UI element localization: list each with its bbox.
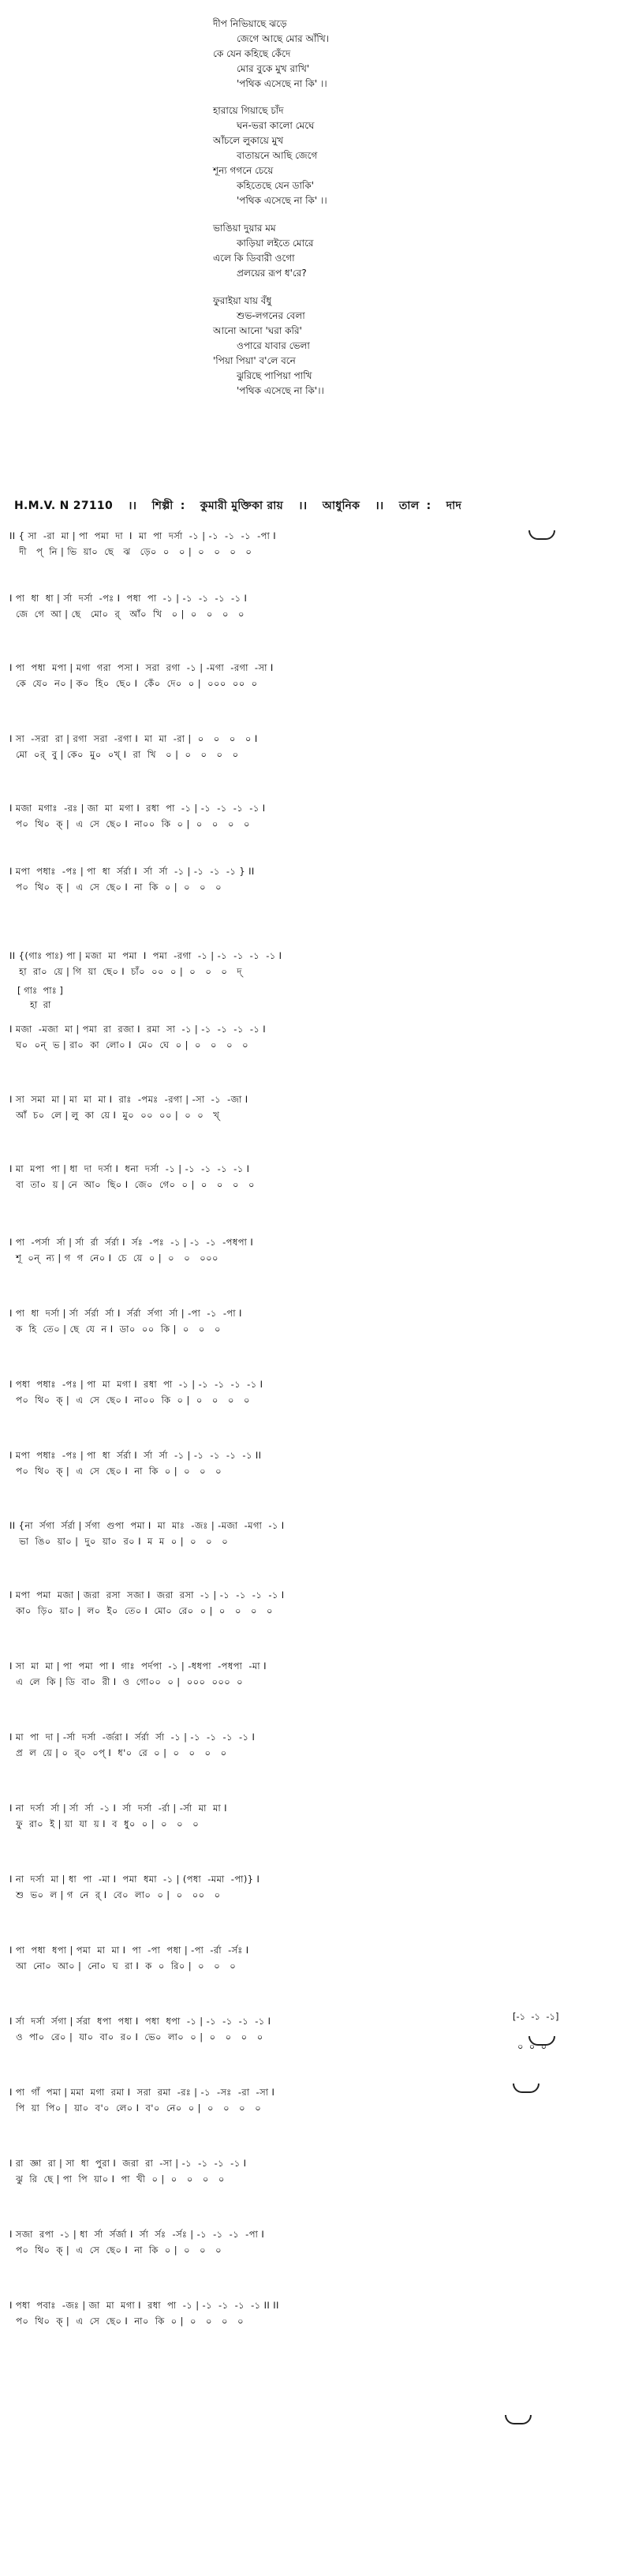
swara-line: I মপা পধাঃ -পঃ | পা ধা র্সর্রা I র্সা র্সা -১ | -১ -১ -১ -১ II bbox=[9, 1450, 262, 1461]
notation-row bbox=[9, 863, 622, 894]
notation-row bbox=[9, 2155, 622, 2186]
swara-line: II {না র্সগা র্সর্রা | র্সগা গুপা পমা I মা মাঃ -জঃ | -মজা -মগা -১ I bbox=[9, 1520, 285, 1531]
bol-line: কা০ ড়ি০ য়া০ | ল০ ই০ তে০ I মো০ রে০ ০ | ০ ০ ০ ০ bbox=[9, 1605, 273, 1616]
record-number: H.M.V. N 27110 bbox=[14, 500, 114, 512]
taal-name: দাদ bbox=[446, 500, 462, 512]
notation-row bbox=[9, 590, 622, 621]
lyric-line: ঘন-ভরা কালো মেঘে bbox=[237, 120, 315, 131]
lyric-line: আঁচলে লুকায়ে মুখ bbox=[213, 135, 284, 146]
notation-row bbox=[9, 1799, 622, 1831]
bol-line: ঝু রি ছে | পা পি য়া০ I পা খী ০ | ০ ০ ০ ০ bbox=[9, 2174, 225, 2185]
bol-line: শূ ০ন্ ন্য | গ গ নে০ I চে য়ে ০ | ০ ০ ০০০ bbox=[9, 1252, 218, 1264]
slur-mark bbox=[528, 2036, 555, 2046]
notation-row bbox=[9, 1870, 622, 1902]
swara-line: I সজা রপা -১ | ধা র্সা র্সর্জা I র্সা র্সঃ -র্সঃ | -১ -১ -১ -পা I bbox=[9, 2229, 265, 2240]
notation-row bbox=[9, 2226, 622, 2257]
swara-line: I পা পধা মপা | মগা গরা পসা I সরা রগা -১ | -মগা -রগা -সা I bbox=[9, 662, 274, 673]
swara-line: I মপা পমা মজা | জরা রসা সজা I জরা রসা -১ | -১ -১ -১ -১ I bbox=[9, 1589, 285, 1601]
alternate-ending-swara: [-১ -১ -১] bbox=[513, 2011, 559, 2022]
swara-line: I পা ধা দর্সা | র্সা র্সর্রা র্সা I র্সর্রা র্সগা র্সা | -পা -১ -পা I bbox=[9, 1308, 242, 1319]
lyric-line: মোর বুকে মুখ রাখি' bbox=[237, 63, 310, 74]
lyric-line: কহিতেছে যেন ডাকি' bbox=[237, 180, 315, 191]
bol-line: জে গে আ | ছে মো০ র্ আঁ০ খি ০ | ০ ০ ০ ০ bbox=[9, 608, 245, 620]
swara-line: I র্সা দর্সা র্সগা | র্সরা ধপা পধা I পধা ধপা -১ | -১ -১ -১ -১ I bbox=[9, 2016, 271, 2027]
lead-in-bol: হা রা bbox=[30, 999, 51, 1010]
notation-row bbox=[9, 2297, 622, 2328]
bol-line: ভা ঙি০ য়া০ | দু০ য়া০ র০ I ম ম ০ | ০ ০ ০ bbox=[9, 1536, 229, 1547]
bol-line: মো ০র্ বু | কে০ মু০ ০খ্ I রা খি ০ | ০ ০ ০ ০ bbox=[9, 749, 239, 760]
lyric-line: হারায়ে গিয়াছে চাঁদ bbox=[213, 105, 284, 116]
swara-line: I পা -পর্সা র্সা | র্সা র্রা র্সর্রা I র্সঃ -পঃ -১ | -১ -১ -পধপা I bbox=[9, 1237, 254, 1248]
bol-line: ক হি তে০ | ছে যে ন I ডা০ ০০ কি | ০ ০ ০ bbox=[9, 1324, 221, 1335]
notation-row bbox=[9, 1586, 622, 1618]
swara-line: I মজা মগাঃ -রঃ | জা মা মগা I রধা পা -১ | -১ -১ -১ -১ I bbox=[9, 803, 266, 814]
bol-line: আঁ চ০ লে | লু কা য়ে I মু০ ০০ ০০ | ০ ০ খ্ bbox=[9, 1110, 220, 1121]
swara-line: I পা পধা ধপা | পমা মা মা I পা -পা পধা | -পা -র্রা -র্সঃ I bbox=[9, 1945, 249, 1956]
notation-row bbox=[9, 1160, 622, 1192]
notation-row bbox=[9, 1657, 622, 1689]
notation-row bbox=[9, 730, 622, 762]
lyric-line: ফুরাইয়া যায় বঁধু bbox=[213, 295, 272, 306]
swara-line: I মা মপা পা | ধা দা দর্সা I ধনা দর্সা -১ | -১ -১ -১ -১ I bbox=[9, 1163, 250, 1174]
lead-in-swara: [ গাঃ পাঃ ] bbox=[17, 985, 63, 996]
swara-line: I পধা পধাঃ -পঃ | পা মা মগা I রধা পা -১ | -১ -১ -১ -১ I bbox=[9, 1379, 263, 1390]
bol-line: ও পা০ রে০ | যা০ বা০ র০ I ভে০ লা০ ০ | ০ ০ ০ ০ bbox=[9, 2031, 263, 2042]
lyric-line: কাড়িয়া লইতে মোরে bbox=[237, 238, 314, 249]
lyric-line: 'পথিক এসেছে না কি' ।। bbox=[237, 195, 327, 206]
lyric-line: জেগে আছে মোর আঁখি। bbox=[237, 33, 330, 44]
genre-label: আধুনিক bbox=[322, 500, 360, 512]
swara-line: I না দর্সা মা | ধা পা -মা I পমা ধমা -১ | (পধা -মমা -পা)} I bbox=[9, 1874, 260, 1885]
lyric-line: প্রলয়ের রূপ ধ'রে? bbox=[237, 268, 307, 279]
header-colon: : bbox=[180, 500, 185, 512]
swara-line: I পধা পবাঃ -জঃ | জা মা মগা I রধা পা -১ | -১ -১ -১ -১ II II bbox=[9, 2300, 279, 2311]
bol-line: দী প্ নি | ভি য়া০ ছে ঝ ড়ে০ ০ ০ | ০ ০ ০ ০ bbox=[9, 546, 252, 557]
swara-line: I রা জ্ঞা রা | সা ধা পুরা I জরা রা -সা | -১ -১ -১ -১ I bbox=[9, 2158, 247, 2169]
notation-row bbox=[9, 1234, 622, 1265]
singer-name: কুমারী মুক্তিকা রায় bbox=[200, 500, 284, 512]
notation-row bbox=[9, 1447, 622, 1478]
swara-line: I মজা -মজা মা | পমা রা রজা I রমা সা -১ | -১ -১ -১ -১ I bbox=[9, 1024, 267, 1035]
lyric-line: এলে কি ডিবারী ওগো bbox=[213, 253, 295, 264]
lyric-line: ওপারে যাবার ভেলা bbox=[237, 340, 310, 351]
bol-line: প০ থি০ ক্ | এ সে ছে০ I না০০ কি ০ | ০ ০ ০ ০ bbox=[9, 1395, 250, 1406]
header-separator: ।। bbox=[128, 500, 137, 512]
bol-line: আ নো০ আ০ | নো০ ঘ রা I ক ০ রি০ | ০ ০ ০ bbox=[9, 1960, 237, 1971]
taal-label: তাল bbox=[398, 500, 420, 512]
swara-line: I সা -সরা রা | রগা সরা -রগা I মা মা -রা | ০ ০ ০ ০ I bbox=[9, 733, 258, 744]
bol-line: শু ভ০ ল | গ নে র্ I বে০ লা০ ০ | ০ ০০ ০ bbox=[9, 1889, 221, 1900]
swara-line: I না দর্সা র্সা | র্সা র্সা -১ I র্সা দর্সা -র্রা | -র্সা মা মা I bbox=[9, 1803, 227, 1814]
lyric-line: 'পিয়া পিয়া' ব'লে বনে bbox=[213, 355, 296, 366]
bol-line: ঘ০ ০ন্ ভ | রা০ কা লো০ I মে০ ঘে ০ | ০ ০ ০ ০ bbox=[9, 1039, 249, 1050]
lyric-line: শূন্য গগনে চেয়ে bbox=[213, 165, 274, 176]
notation-row bbox=[9, 947, 622, 979]
swara-line: I সা সমা মা | মা মা মা I রাঃ -পমঃ -রগা | -সা -১ -জা I bbox=[9, 1094, 248, 1105]
slur-mark bbox=[505, 2415, 532, 2424]
notation-row bbox=[9, 659, 622, 691]
lyric-line: কে যেন কহিছে কেঁদে bbox=[213, 48, 291, 59]
bol-line: ফু রা০ ই | য়া যা য় I ব ধু০ ০ | ০ ০ ০ bbox=[9, 1818, 200, 1829]
bol-line: প০ থি০ ক্ | এ সে ছে০ I না০ কি ০ | ০ ০ ০ ০ bbox=[9, 2316, 244, 2327]
swara-line: I মা পা দা | -র্সা দর্সা -র্জরা I র্সর্রা র্সা -১ | -১ -১ -১ -১ I bbox=[9, 1732, 256, 1743]
notation-row bbox=[9, 799, 622, 831]
lyric-line: ভাঙিয়া দুয়ার মম bbox=[213, 223, 276, 234]
swara-line: II {(গাঃ পাঃ) পা | মজা মা পমা I পমা -রগা -১ | -১ -১ -১ -১ I bbox=[9, 950, 282, 961]
bol-line: প০ থি০ ক্ | এ সে ছে০ I না কি ০ | ০ ০ ০ bbox=[9, 882, 222, 893]
swara-line: I সা মা মা | পা পমা পা I গাঃ পর্দপা -১ | -ধধপা -পধপা -মা I bbox=[9, 1661, 267, 1672]
bol-line: হা রা০ য়ে | গি য়া ছে০ I চাঁ০ ০০ ০ | ০ ০ ০ দ্ bbox=[9, 966, 242, 977]
header-separator: ।। bbox=[375, 500, 384, 512]
bol-line: কে যে০ ন০ | ক০ হি০ ছে০ I কেঁ০ দে০ ০ | ০০০ ০০ ০ bbox=[9, 678, 258, 689]
notation-row bbox=[9, 1305, 622, 1336]
lyric-line: ঝুরিছে পাপিয়া পাখি bbox=[237, 370, 312, 381]
bol-line: এ লে কি | ডি বা০ রী I ও গো০০ ০ | ০০০ ০০০ ০ bbox=[9, 1676, 244, 1687]
lyric-line: বাতায়নে আছি জেগে bbox=[237, 150, 318, 161]
record-header bbox=[14, 496, 622, 515]
bol-line: বা তা০ য় | নে আ০ ছি০ I জে০ গে০ ০ | ০ ০ ০ ০ bbox=[9, 1179, 255, 1190]
header-colon: : bbox=[426, 500, 431, 512]
lyric-line: আনো আনো 'ঘরা করি' bbox=[213, 325, 302, 336]
notation-row bbox=[9, 1020, 622, 1052]
swara-line: I মপা পধাঃ -পঃ | পা ধা র্সর্রা I র্সা র্সা -১ | -১ -১ -১ } II bbox=[9, 866, 255, 877]
notation-row bbox=[9, 1376, 622, 1407]
singer-label: শিল্পী bbox=[151, 500, 174, 512]
notation-row bbox=[9, 1091, 622, 1122]
lyric-line: 'পথিক এসেছে না কি'।। bbox=[237, 385, 324, 396]
lyric-line: দীপ নিভিয়াছে ঝড়ে bbox=[213, 18, 287, 29]
bol-line: পি য়া পি০ | য়া০ ব'০ লে০ I ব'০ নে০ ০ | ০ ০ ০ ০ bbox=[9, 2102, 262, 2114]
notation-row bbox=[9, 1728, 622, 1760]
bol-line: প০ থি০ ক্ | এ সে ছে০ I না০০ কি ০ | ০ ০ ০ ০ bbox=[9, 818, 250, 829]
notation-row bbox=[9, 1941, 622, 1973]
swara-line: I পা গাঁ পমা | মমা মগা রমা I সরা রমা -রঃ | -১ -সঃ -রা -সা I bbox=[9, 2087, 275, 2098]
swara-line: I পা ধা ধা | র্সা দর্সা -পঃ I পধা পা -১ | -১ -১ -১ -১ I bbox=[9, 593, 248, 604]
swara-line: II { সা -রা মা | পা পমা দা I মা পা দর্সা -১ | -১ -১ -১ -পা I bbox=[9, 530, 277, 541]
notation-row bbox=[9, 1517, 622, 1548]
alternate-ending-bol: ০ ০ ০ bbox=[517, 2041, 547, 2052]
bol-line: প০ থি০ ক্ | এ সে ছে০ I না কি ০ | ০ ০ ০ bbox=[9, 1466, 222, 1477]
header-separator: ।। bbox=[298, 500, 308, 512]
bol-line: প০ থি০ ক্ | এ সে ছে০ I না কি ০ | ০ ০ ০ bbox=[9, 2245, 222, 2256]
lyric-line: 'পথিক এসেছে না কি' ।। bbox=[237, 78, 327, 89]
bol-line: প্র ল য়ে | ০ র্০ ০প্ I ধ'০ রে ০ | ০ ০ ০ ০ bbox=[9, 1747, 227, 1758]
lyric-line: শুভ-লগনের বেলা bbox=[237, 310, 305, 321]
